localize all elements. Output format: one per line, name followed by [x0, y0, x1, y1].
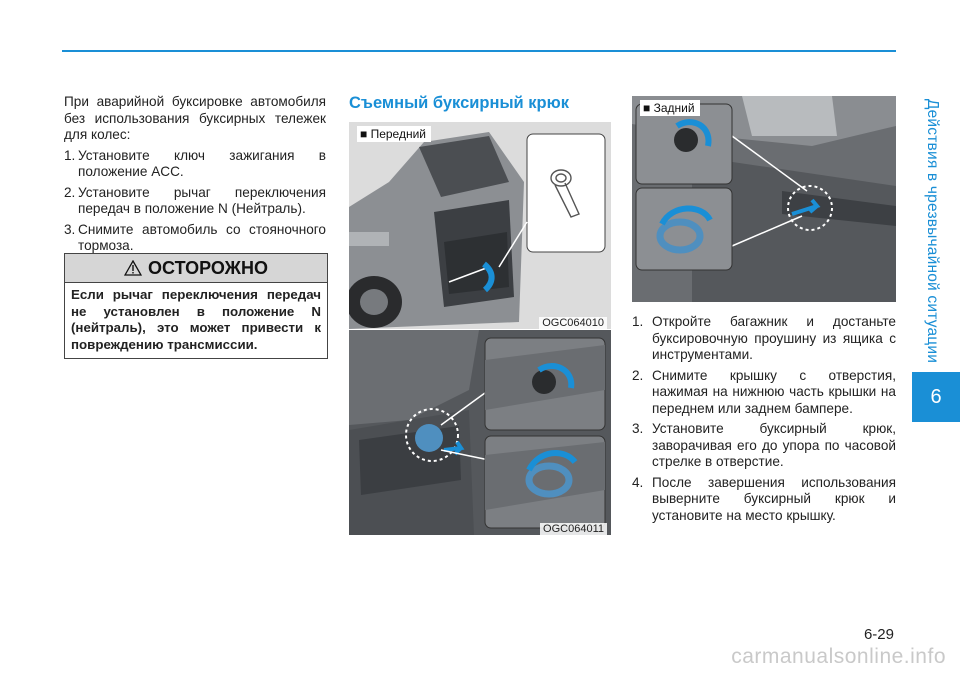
watermark-text: carmanualsonline.info: [731, 645, 946, 668]
chapter-title: Действия в чрезвычайной ситуации: [924, 98, 941, 364]
left-step: [64, 222, 326, 255]
right-step: [632, 314, 896, 364]
intro-text: При аварийной буксировке автомобиля без использования буксирных тележек для колес:: [64, 94, 326, 142]
figure-front-bumper: [349, 330, 611, 535]
right-column: [632, 314, 896, 528]
warning-text: Если рычаг переключения передач не установлен в положение N (нейтраль), это может привести к повреждению трансмиссии.: [71, 287, 321, 352]
left-column: [64, 94, 326, 259]
step-text: Установите буксирный крюк, заворачивая его до упора по часовой стрелке в отверстие.: [652, 421, 896, 469]
step-number: 1.: [64, 147, 76, 163]
right-step: [632, 475, 896, 525]
step-text: Откройте багажник и достаньте буксировочную проушину из ящика с инструментами.: [652, 314, 896, 362]
step-text: Установите ключ зажигания в положение ACC.: [78, 147, 326, 179]
figure-code: OGC064011: [540, 523, 607, 535]
step-number: 2.: [632, 367, 644, 383]
warning-box: [64, 253, 328, 359]
section-title: Съемный буксирный крюк: [349, 94, 569, 112]
step-number: 1.: [632, 314, 644, 329]
figure-rear-bumper: [632, 96, 896, 302]
front-bumper-illustration: [349, 330, 611, 535]
step-text: Установите рычаг переключения передач в положение N (Нейтраль).: [78, 184, 326, 216]
figure-code: OGC064010: [539, 317, 607, 329]
rear-bumper-illustration: [632, 96, 896, 302]
step-number: 3.: [64, 221, 76, 237]
page-number: 6-29: [863, 626, 894, 643]
figure-label-rear: ■ Задний: [640, 100, 700, 116]
chapter-number-badge: 6: [912, 372, 960, 422]
step-number: 2.: [64, 184, 76, 200]
step-number: 4.: [632, 474, 644, 490]
warning-triangle-icon: [124, 260, 142, 276]
right-step: [632, 421, 896, 471]
step-text: Снимите автомобиль со стояночного тормоза.: [78, 221, 326, 253]
left-step: [64, 185, 326, 218]
warning-title: ОСТОРОЖНО: [148, 257, 268, 278]
trunk-illustration: [349, 122, 611, 329]
step-number: 3.: [632, 421, 644, 436]
figure-front-trunk: [349, 122, 611, 329]
step-text: После завершения использования выверните буксирный крюк и установите на место крышку.: [652, 474, 896, 523]
step-text: Снимите крышку с отверстия, нажимая на нижнюю часть крышки на переднем или заднем бампере.: [652, 367, 896, 416]
chapter-tab-title: [912, 95, 952, 367]
left-step: [64, 148, 326, 181]
figure-label-front: ■ Передний: [357, 126, 431, 142]
warning-header: [65, 254, 327, 283]
top-rule: [62, 50, 896, 52]
right-step: [632, 368, 896, 418]
